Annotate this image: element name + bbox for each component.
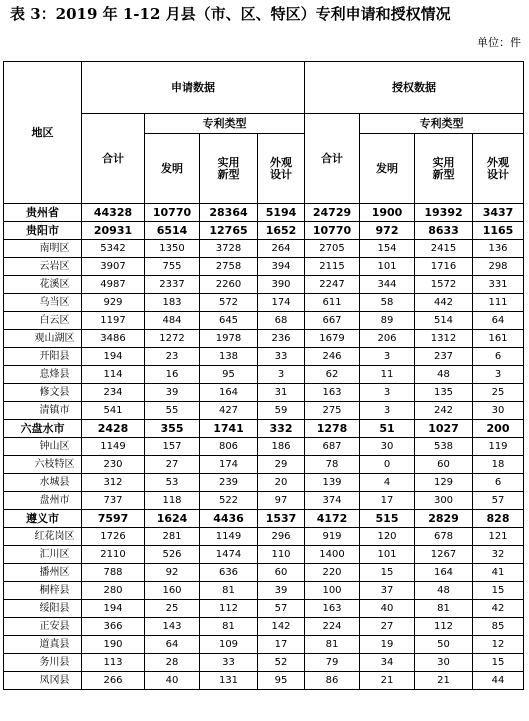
application-header: 申请数据 bbox=[82, 62, 305, 114]
value-cell: 572 bbox=[200, 294, 258, 312]
value-cell: 206 bbox=[360, 330, 415, 348]
value-cell: 157 bbox=[145, 438, 200, 456]
value-cell: 538 bbox=[415, 438, 473, 456]
value-cell: 755 bbox=[145, 258, 200, 276]
value-cell: 6 bbox=[473, 474, 524, 492]
table-row bbox=[4, 654, 524, 672]
value-cell: 164 bbox=[415, 564, 473, 582]
value-cell: 39 bbox=[145, 384, 200, 402]
value-cell: 636 bbox=[200, 564, 258, 582]
region-name: 观山湖区 bbox=[4, 330, 82, 348]
value-cell: 16 bbox=[145, 366, 200, 384]
value-cell: 19 bbox=[360, 636, 415, 654]
value-cell: 21 bbox=[360, 672, 415, 690]
value-cell: 919 bbox=[305, 528, 360, 546]
value-cell: 64 bbox=[473, 312, 524, 330]
value-cell: 427 bbox=[200, 402, 258, 420]
table-row bbox=[4, 582, 524, 600]
region-name: 红花岗区 bbox=[4, 528, 82, 546]
value-cell: 39 bbox=[258, 582, 305, 600]
value-cell: 119 bbox=[473, 438, 524, 456]
application-total-header: 合计 bbox=[82, 114, 145, 204]
value-cell: 85 bbox=[473, 618, 524, 636]
value-cell: 44328 bbox=[82, 204, 145, 222]
value-cell: 3 bbox=[258, 366, 305, 384]
value-cell: 20 bbox=[258, 474, 305, 492]
value-cell: 41 bbox=[473, 564, 524, 582]
value-cell: 42 bbox=[473, 600, 524, 618]
region-name: 凤冈县 bbox=[4, 672, 82, 690]
grant-patent-type-header: 专利类型 bbox=[360, 114, 524, 134]
value-cell: 30 bbox=[360, 438, 415, 456]
table-row bbox=[4, 402, 524, 420]
value-cell: 17 bbox=[258, 636, 305, 654]
region-name: 汇川区 bbox=[4, 546, 82, 564]
value-cell: 95 bbox=[200, 366, 258, 384]
value-cell: 40 bbox=[360, 600, 415, 618]
value-cell: 110 bbox=[258, 546, 305, 564]
table-row bbox=[4, 456, 524, 474]
value-cell: 224 bbox=[305, 618, 360, 636]
value-cell: 1716 bbox=[415, 258, 473, 276]
value-cell: 12 bbox=[473, 636, 524, 654]
value-cell: 280 bbox=[82, 582, 145, 600]
region-name: 水城县 bbox=[4, 474, 82, 492]
value-cell: 281 bbox=[145, 528, 200, 546]
value-cell: 788 bbox=[82, 564, 145, 582]
value-cell: 31 bbox=[258, 384, 305, 402]
value-cell: 828 bbox=[473, 510, 524, 528]
value-cell: 200 bbox=[473, 420, 524, 438]
value-cell: 81 bbox=[305, 636, 360, 654]
value-cell: 929 bbox=[82, 294, 145, 312]
region-name: 南明区 bbox=[4, 240, 82, 258]
region-name: 盘州市 bbox=[4, 492, 82, 510]
value-cell: 100 bbox=[305, 582, 360, 600]
table-row bbox=[4, 420, 524, 438]
value-cell: 2110 bbox=[82, 546, 145, 564]
value-cell: 2337 bbox=[145, 276, 200, 294]
value-cell: 30 bbox=[415, 654, 473, 672]
value-cell: 2247 bbox=[305, 276, 360, 294]
value-cell: 8633 bbox=[415, 222, 473, 240]
value-cell: 142 bbox=[258, 618, 305, 636]
value-cell: 92 bbox=[145, 564, 200, 582]
value-cell: 50 bbox=[415, 636, 473, 654]
region-name: 乌当区 bbox=[4, 294, 82, 312]
region-name: 贵阳市 bbox=[4, 222, 82, 240]
value-cell: 1272 bbox=[145, 330, 200, 348]
value-cell: 161 bbox=[473, 330, 524, 348]
value-cell: 81 bbox=[415, 600, 473, 618]
value-cell: 15 bbox=[473, 654, 524, 672]
table-row bbox=[4, 366, 524, 384]
value-cell: 97 bbox=[258, 492, 305, 510]
grant-design-header: 外观 设计 bbox=[473, 134, 524, 204]
value-cell: 1474 bbox=[200, 546, 258, 564]
value-cell: 11 bbox=[360, 366, 415, 384]
value-cell: 48 bbox=[415, 582, 473, 600]
value-cell: 194 bbox=[82, 600, 145, 618]
value-cell: 12765 bbox=[200, 222, 258, 240]
value-cell: 86 bbox=[305, 672, 360, 690]
value-cell: 52 bbox=[258, 654, 305, 672]
value-cell: 264 bbox=[258, 240, 305, 258]
region-name: 云岩区 bbox=[4, 258, 82, 276]
value-cell: 6514 bbox=[145, 222, 200, 240]
value-cell: 37 bbox=[360, 582, 415, 600]
value-cell: 667 bbox=[305, 312, 360, 330]
value-cell: 972 bbox=[360, 222, 415, 240]
application-utility-header: 实用 新型 bbox=[200, 134, 258, 204]
value-cell: 514 bbox=[415, 312, 473, 330]
value-cell: 3437 bbox=[473, 204, 524, 222]
value-cell: 24729 bbox=[305, 204, 360, 222]
value-cell: 806 bbox=[200, 438, 258, 456]
value-cell: 120 bbox=[360, 528, 415, 546]
value-cell: 129 bbox=[415, 474, 473, 492]
value-cell: 44 bbox=[473, 672, 524, 690]
table-row bbox=[4, 258, 524, 276]
application-invention-header: 发明 bbox=[145, 134, 200, 204]
value-cell: 186 bbox=[258, 438, 305, 456]
value-cell: 6 bbox=[473, 348, 524, 366]
table-row bbox=[4, 348, 524, 366]
value-cell: 19392 bbox=[415, 204, 473, 222]
value-cell: 4436 bbox=[200, 510, 258, 528]
table-row bbox=[4, 312, 524, 330]
value-cell: 163 bbox=[305, 600, 360, 618]
value-cell: 230 bbox=[82, 456, 145, 474]
value-cell: 183 bbox=[145, 294, 200, 312]
value-cell: 139 bbox=[305, 474, 360, 492]
value-cell: 1278 bbox=[305, 420, 360, 438]
value-cell: 164 bbox=[200, 384, 258, 402]
value-cell: 27 bbox=[360, 618, 415, 636]
value-cell: 236 bbox=[258, 330, 305, 348]
value-cell: 246 bbox=[305, 348, 360, 366]
value-cell: 114 bbox=[82, 366, 145, 384]
region-name: 道真县 bbox=[4, 636, 82, 654]
value-cell: 18 bbox=[473, 456, 524, 474]
value-cell: 737 bbox=[82, 492, 145, 510]
value-cell: 21 bbox=[415, 672, 473, 690]
table-row bbox=[4, 510, 524, 528]
value-cell: 60 bbox=[258, 564, 305, 582]
value-cell: 101 bbox=[360, 546, 415, 564]
value-cell: 1624 bbox=[145, 510, 200, 528]
grant-utility-header: 实用 新型 bbox=[415, 134, 473, 204]
value-cell: 89 bbox=[360, 312, 415, 330]
value-cell: 121 bbox=[473, 528, 524, 546]
table-row bbox=[4, 240, 524, 258]
value-cell: 3907 bbox=[82, 258, 145, 276]
value-cell: 136 bbox=[473, 240, 524, 258]
region-name: 六盘水市 bbox=[4, 420, 82, 438]
value-cell: 312 bbox=[82, 474, 145, 492]
value-cell: 7597 bbox=[82, 510, 145, 528]
value-cell: 442 bbox=[415, 294, 473, 312]
value-cell: 2758 bbox=[200, 258, 258, 276]
value-cell: 10770 bbox=[305, 222, 360, 240]
value-cell: 131 bbox=[200, 672, 258, 690]
value-cell: 2115 bbox=[305, 258, 360, 276]
value-cell: 160 bbox=[145, 582, 200, 600]
table-row bbox=[4, 672, 524, 690]
value-cell: 1572 bbox=[415, 276, 473, 294]
value-cell: 163 bbox=[305, 384, 360, 402]
value-cell: 68 bbox=[258, 312, 305, 330]
value-cell: 113 bbox=[82, 654, 145, 672]
value-cell: 25 bbox=[145, 600, 200, 618]
unit-label: 单位：件 bbox=[477, 36, 521, 49]
value-cell: 1267 bbox=[415, 546, 473, 564]
region-name: 绥阳县 bbox=[4, 600, 82, 618]
value-cell: 28364 bbox=[200, 204, 258, 222]
value-cell: 79 bbox=[305, 654, 360, 672]
value-cell: 48 bbox=[415, 366, 473, 384]
value-cell: 25 bbox=[473, 384, 524, 402]
value-cell: 4987 bbox=[82, 276, 145, 294]
table-row bbox=[4, 276, 524, 294]
region-name: 六枝特区 bbox=[4, 456, 82, 474]
value-cell: 112 bbox=[415, 618, 473, 636]
table-title: 表 3：2019 年 1-12 月县（市、区、特区）专利申请和授权情况 bbox=[10, 5, 451, 23]
value-cell: 522 bbox=[200, 492, 258, 510]
application-patent-type-header: 专利类型 bbox=[145, 114, 305, 134]
value-cell: 78 bbox=[305, 456, 360, 474]
grant-total-header: 合计 bbox=[305, 114, 360, 204]
region-name: 正安县 bbox=[4, 618, 82, 636]
value-cell: 526 bbox=[145, 546, 200, 564]
value-cell: 1726 bbox=[82, 528, 145, 546]
region-name: 白云区 bbox=[4, 312, 82, 330]
value-cell: 2428 bbox=[82, 420, 145, 438]
table-row bbox=[4, 618, 524, 636]
value-cell: 394 bbox=[258, 258, 305, 276]
value-cell: 1149 bbox=[82, 438, 145, 456]
value-cell: 1312 bbox=[415, 330, 473, 348]
value-cell: 2829 bbox=[415, 510, 473, 528]
value-cell: 15 bbox=[360, 564, 415, 582]
value-cell: 28 bbox=[145, 654, 200, 672]
region-name: 播州区 bbox=[4, 564, 82, 582]
value-cell: 64 bbox=[145, 636, 200, 654]
value-cell: 237 bbox=[415, 348, 473, 366]
value-cell: 1978 bbox=[200, 330, 258, 348]
grant-header: 授权数据 bbox=[305, 62, 524, 114]
table-row bbox=[4, 222, 524, 240]
value-cell: 59 bbox=[258, 402, 305, 420]
value-cell: 194 bbox=[82, 348, 145, 366]
value-cell: 687 bbox=[305, 438, 360, 456]
table-row bbox=[4, 528, 524, 546]
value-cell: 135 bbox=[415, 384, 473, 402]
region-name: 务川县 bbox=[4, 654, 82, 672]
table-row bbox=[4, 384, 524, 402]
value-cell: 101 bbox=[360, 258, 415, 276]
value-cell: 515 bbox=[360, 510, 415, 528]
region-name: 息烽县 bbox=[4, 366, 82, 384]
value-cell: 33 bbox=[200, 654, 258, 672]
region-name: 清镇市 bbox=[4, 402, 82, 420]
value-cell: 33 bbox=[258, 348, 305, 366]
value-cell: 2260 bbox=[200, 276, 258, 294]
value-cell: 143 bbox=[145, 618, 200, 636]
value-cell: 58 bbox=[360, 294, 415, 312]
value-cell: 174 bbox=[258, 294, 305, 312]
value-cell: 242 bbox=[415, 402, 473, 420]
value-cell: 51 bbox=[360, 420, 415, 438]
table-row bbox=[4, 600, 524, 618]
value-cell: 3 bbox=[360, 402, 415, 420]
value-cell: 3 bbox=[360, 384, 415, 402]
value-cell: 53 bbox=[145, 474, 200, 492]
value-cell: 95 bbox=[258, 672, 305, 690]
grant-invention-header: 发明 bbox=[360, 134, 415, 204]
region-name: 开阳县 bbox=[4, 348, 82, 366]
value-cell: 1400 bbox=[305, 546, 360, 564]
value-cell: 57 bbox=[258, 600, 305, 618]
value-cell: 111 bbox=[473, 294, 524, 312]
value-cell: 32 bbox=[473, 546, 524, 564]
value-cell: 1350 bbox=[145, 240, 200, 258]
value-cell: 112 bbox=[200, 600, 258, 618]
value-cell: 1165 bbox=[473, 222, 524, 240]
value-cell: 40 bbox=[145, 672, 200, 690]
value-cell: 62 bbox=[305, 366, 360, 384]
value-cell: 17 bbox=[360, 492, 415, 510]
value-cell: 484 bbox=[145, 312, 200, 330]
value-cell: 344 bbox=[360, 276, 415, 294]
region-name: 修文县 bbox=[4, 384, 82, 402]
value-cell: 10770 bbox=[145, 204, 200, 222]
table-row bbox=[4, 204, 524, 222]
value-cell: 3 bbox=[473, 366, 524, 384]
value-cell: 109 bbox=[200, 636, 258, 654]
value-cell: 34 bbox=[360, 654, 415, 672]
value-cell: 0 bbox=[360, 456, 415, 474]
table-row bbox=[4, 546, 524, 564]
table-row bbox=[4, 564, 524, 582]
value-cell: 118 bbox=[145, 492, 200, 510]
value-cell: 138 bbox=[200, 348, 258, 366]
value-cell: 331 bbox=[473, 276, 524, 294]
value-cell: 190 bbox=[82, 636, 145, 654]
value-cell: 4172 bbox=[305, 510, 360, 528]
value-cell: 234 bbox=[82, 384, 145, 402]
value-cell: 3728 bbox=[200, 240, 258, 258]
value-cell: 1900 bbox=[360, 204, 415, 222]
table-row bbox=[4, 330, 524, 348]
table-body bbox=[4, 204, 524, 690]
value-cell: 296 bbox=[258, 528, 305, 546]
value-cell: 27 bbox=[145, 456, 200, 474]
table-row bbox=[4, 492, 524, 510]
value-cell: 1741 bbox=[200, 420, 258, 438]
region-name: 花溪区 bbox=[4, 276, 82, 294]
table-row bbox=[4, 474, 524, 492]
value-cell: 1679 bbox=[305, 330, 360, 348]
value-cell: 1197 bbox=[82, 312, 145, 330]
value-cell: 4 bbox=[360, 474, 415, 492]
value-cell: 1027 bbox=[415, 420, 473, 438]
region-name: 遵义市 bbox=[4, 510, 82, 528]
value-cell: 2705 bbox=[305, 240, 360, 258]
value-cell: 15 bbox=[473, 582, 524, 600]
application-design-header: 外观 设计 bbox=[258, 134, 305, 204]
value-cell: 174 bbox=[200, 456, 258, 474]
table-row bbox=[4, 294, 524, 312]
value-cell: 541 bbox=[82, 402, 145, 420]
value-cell: 20931 bbox=[82, 222, 145, 240]
value-cell: 55 bbox=[145, 402, 200, 420]
value-cell: 3486 bbox=[82, 330, 145, 348]
table-row bbox=[4, 438, 524, 456]
value-cell: 30 bbox=[473, 402, 524, 420]
table-row bbox=[4, 636, 524, 654]
value-cell: 220 bbox=[305, 564, 360, 582]
value-cell: 81 bbox=[200, 582, 258, 600]
patent-table bbox=[3, 61, 524, 690]
value-cell: 154 bbox=[360, 240, 415, 258]
value-cell: 1652 bbox=[258, 222, 305, 240]
region-header: 地区 bbox=[4, 62, 82, 204]
value-cell: 239 bbox=[200, 474, 258, 492]
value-cell: 332 bbox=[258, 420, 305, 438]
value-cell: 366 bbox=[82, 618, 145, 636]
value-cell: 298 bbox=[473, 258, 524, 276]
value-cell: 266 bbox=[82, 672, 145, 690]
value-cell: 275 bbox=[305, 402, 360, 420]
value-cell: 23 bbox=[145, 348, 200, 366]
value-cell: 57 bbox=[473, 492, 524, 510]
value-cell: 2415 bbox=[415, 240, 473, 258]
value-cell: 5194 bbox=[258, 204, 305, 222]
value-cell: 5342 bbox=[82, 240, 145, 258]
value-cell: 29 bbox=[258, 456, 305, 474]
value-cell: 678 bbox=[415, 528, 473, 546]
value-cell: 81 bbox=[200, 618, 258, 636]
value-cell: 3 bbox=[360, 348, 415, 366]
value-cell: 355 bbox=[145, 420, 200, 438]
value-cell: 300 bbox=[415, 492, 473, 510]
value-cell: 645 bbox=[200, 312, 258, 330]
region-name: 桐梓县 bbox=[4, 582, 82, 600]
value-cell: 611 bbox=[305, 294, 360, 312]
region-name: 贵州省 bbox=[4, 204, 82, 222]
value-cell: 1537 bbox=[258, 510, 305, 528]
value-cell: 1149 bbox=[200, 528, 258, 546]
value-cell: 390 bbox=[258, 276, 305, 294]
region-name: 钟山区 bbox=[4, 438, 82, 456]
value-cell: 60 bbox=[415, 456, 473, 474]
value-cell: 374 bbox=[305, 492, 360, 510]
